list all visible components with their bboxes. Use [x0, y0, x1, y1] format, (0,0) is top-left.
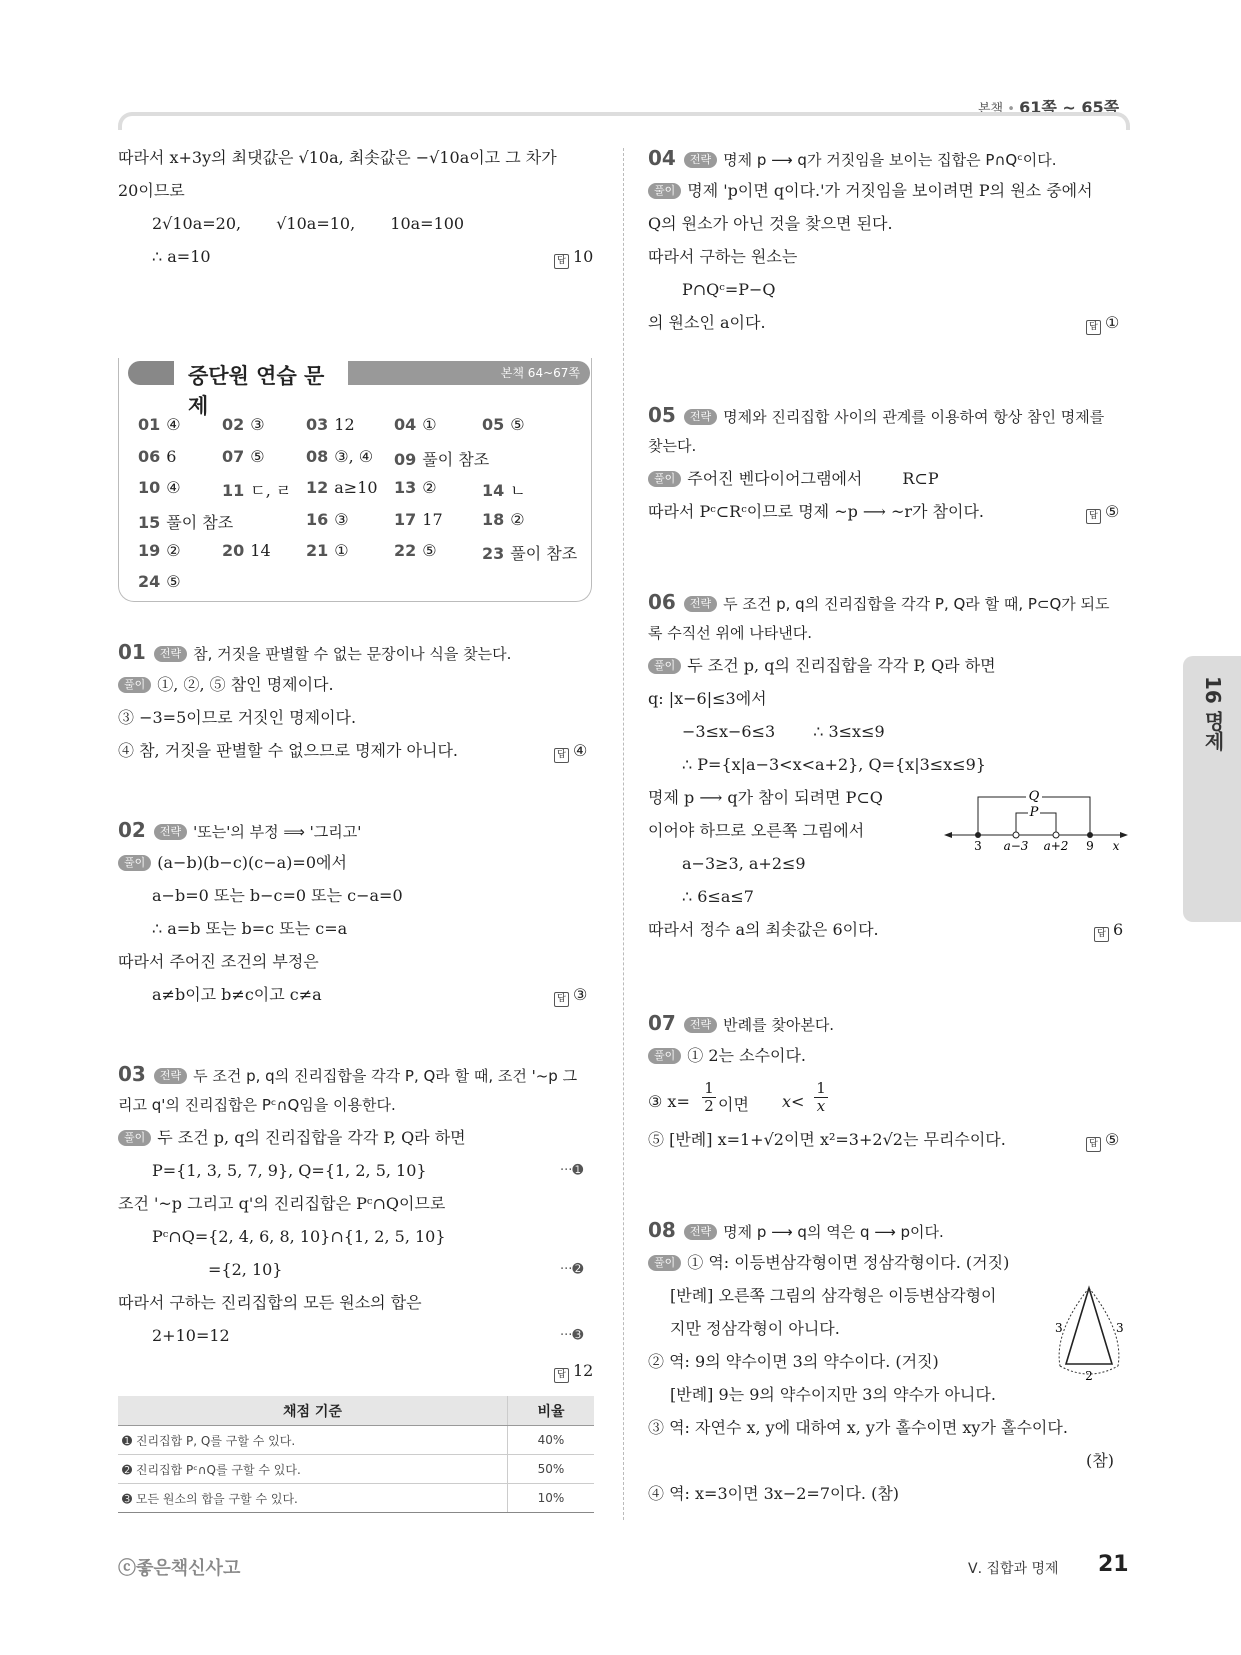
summary-answer-item	[306, 447, 373, 466]
tick-x: x	[1112, 839, 1120, 851]
point-3	[975, 832, 981, 838]
q08-number: 08	[648, 1218, 676, 1242]
summary-answer-value: ④	[166, 478, 181, 497]
summary-answer-item	[394, 447, 489, 470]
summary-answer-item	[394, 510, 443, 529]
q07-sol-1-text: ① 2는 소수이다.	[687, 1046, 806, 1065]
q02-header	[118, 820, 361, 842]
q04-answer	[1086, 313, 1119, 335]
table-row	[118, 1455, 594, 1484]
answer-mark-icon: 답	[1086, 320, 1101, 335]
q04-sol-1	[648, 181, 1093, 201]
fraction-denominator: 2	[704, 1097, 714, 1115]
q01-sol-3: ④ 참, 거짓을 판별할 수 없으므로 명제가 아니다.	[118, 741, 458, 760]
intro-eq-3: 10a=100	[390, 214, 465, 233]
strategy-tag: 전략	[154, 646, 187, 662]
q05-answer	[1086, 502, 1119, 524]
q03-sol-5: ={2, 10}	[208, 1260, 283, 1279]
column-divider	[623, 148, 624, 1520]
summary-answer-value: 17	[422, 510, 443, 529]
q08-sol-5: [반례] 9는 9의 약수이지만 3의 약수가 아니다.	[670, 1385, 996, 1404]
summary-answer-item	[306, 541, 349, 560]
summary-answer-item	[138, 541, 181, 560]
answer-mark-icon: 답	[554, 748, 569, 763]
summary-question-number: 24	[138, 572, 161, 591]
solution-tag: 풀이	[118, 1130, 151, 1146]
scoring-header-criteria: 채점 기준	[118, 1396, 508, 1426]
q05-header	[648, 405, 1104, 427]
isosceles-triangle-figure	[1052, 1282, 1126, 1386]
q06-sol-6: 이어야 하므로 오른쪽 그림에서	[648, 821, 865, 840]
q06-sol-4: ∴ P={x|a−3<x<a+2}, Q={x|3≤x≤9}	[682, 755, 986, 774]
solution-tag: 풀이	[648, 183, 681, 199]
arrow-right-icon	[1120, 832, 1128, 838]
summary-question-number: 13	[394, 478, 417, 497]
q04-sol-5: 의 원소인 a이다.	[648, 313, 766, 332]
summary-answer-value: ④	[166, 415, 181, 434]
header-page-range: 61쪽 ~ 65쪽	[1019, 98, 1120, 117]
q06-sol-5: 명제 p ⟶ q가 참이 되려면 P⊂Q	[648, 788, 883, 807]
q07-sol-2-b: 이면	[718, 1095, 749, 1114]
q06-sol-7: a−3≥3, a+2≤9	[682, 854, 806, 873]
q02-number: 02	[118, 818, 146, 842]
q02-sol-3: ∴ a=b 또는 b=c 또는 c=a	[152, 919, 348, 938]
q08-sol-8: ④ 역: x=3이면 3x−2=7이다. (참)	[648, 1484, 900, 1503]
summary-answer-item	[394, 478, 437, 497]
summary-answer-item	[222, 478, 291, 501]
intro-line-2: 20이므로	[118, 181, 185, 200]
summary-answer-value: ⑤	[250, 447, 265, 466]
summary-answer-item	[306, 415, 355, 434]
intro-line-4: ∴ a=10	[152, 247, 211, 266]
summary-answer-value: ③, ④	[334, 447, 374, 466]
q04-header	[648, 148, 1057, 170]
q08-header	[648, 1220, 944, 1242]
q06-sol-1	[648, 656, 996, 676]
solution-tag: 풀이	[648, 1048, 681, 1064]
q03-mark-1: ···➊	[560, 1163, 584, 1178]
chapter-side-tab-label: 16 명제	[1201, 676, 1225, 751]
strategy-tag: 전략	[154, 1068, 187, 1084]
summary-question-number: 18	[482, 510, 505, 529]
q04-answer-value: ①	[1105, 313, 1120, 332]
q07-number: 07	[648, 1011, 676, 1035]
point-a-minus-3	[1013, 832, 1019, 838]
q06-sol-3-b: ∴ 3≤x≤9	[813, 722, 885, 741]
summary-answer-item	[394, 541, 437, 560]
intro-answer-value: 10	[573, 247, 594, 266]
strategy-tag: 전략	[684, 409, 717, 425]
summary-question-number: 02	[222, 415, 245, 434]
q05-strategy-2: 찾는다.	[648, 437, 697, 455]
header-bar	[118, 112, 1130, 130]
summary-answer-item	[306, 478, 378, 497]
q05-strategy-1: 명제와 진리집합 사이의 관계를 이용하여 항상 참인 명제를	[723, 408, 1105, 426]
q06-sol-2: q: |x−6|≤3에서	[648, 689, 767, 708]
q03-strategy-2: 리고 q'의 진리집합은 Pᶜ∩Q임을 이용한다.	[118, 1096, 396, 1114]
q08-sol-7: (참)	[1086, 1451, 1114, 1470]
summary-answer-value: ②	[510, 510, 525, 529]
q01-sol-2: ③ −3=5이므로 거짓인 명제이다.	[118, 708, 357, 727]
q02-answer	[554, 985, 587, 1007]
q08-sol-3: 지만 정삼각형이 아니다.	[670, 1319, 840, 1338]
summary-question-number: 22	[394, 541, 417, 560]
summary-answer-item	[394, 415, 437, 434]
q03-sol-4: Pᶜ∩Q={2, 4, 6, 8, 10}∩{1, 2, 5, 10}	[152, 1227, 446, 1246]
point-a-plus-2	[1053, 832, 1059, 838]
fraction-1-x	[814, 1080, 828, 1115]
tick-9: 9	[1086, 839, 1094, 851]
summary-answer-value: 풀이 참조	[422, 450, 490, 469]
q03-answer-value: 12	[573, 1361, 594, 1380]
fraction-numerator: 1	[702, 1080, 716, 1098]
q07-sol-3: ⑤ [반례] x=1+√2이면 x²=3+2√2는 무리수이다.	[648, 1130, 1006, 1149]
summary-answer-value: a≥10	[334, 478, 378, 497]
solution-tag: 풀이	[648, 658, 681, 674]
summary-answer-value: ⑤	[510, 415, 525, 434]
q06-strategy-1: 두 조건 p, q의 진리집합을 각각 P, Q라 할 때, P⊂Q가 되도	[723, 595, 1110, 613]
solution-tag: 풀이	[118, 855, 151, 871]
summary-answer-item	[482, 541, 577, 564]
q01-number: 01	[118, 640, 146, 664]
q06-number: 06	[648, 590, 676, 614]
number-line-figure	[944, 785, 1128, 851]
q08-sol-1	[648, 1253, 1009, 1273]
q05-sol-2: 따라서 Pᶜ⊂Rᶜ이므로 명제 ~p ⟶ ~r가 참이다.	[648, 502, 985, 521]
q08-sol-1-text: ① 역: 이등변삼각형이면 정삼각형이다. (거짓)	[687, 1253, 1010, 1272]
summary-answer-value: ⑤	[166, 572, 181, 591]
q03-mark-2: ···➋	[560, 1262, 584, 1277]
q04-sol-2: Q의 원소가 아닌 것을 찾으면 된다.	[648, 214, 893, 233]
q08-sol-6: ③ 역: 자연수 x, y에 대하여 x, y가 홀수이면 xy가 홀수이다.	[648, 1418, 1068, 1437]
answer-mark-icon: 답	[1094, 927, 1109, 942]
chapter-side-tab	[1183, 656, 1241, 922]
q01-strategy: 참, 거짓을 판별할 수 없는 문장이나 식을 찾는다.	[193, 645, 512, 663]
summary-question-number: 04	[394, 415, 417, 434]
q08-strategy: 명제 p ⟶ q의 역은 q ⟶ p이다.	[723, 1223, 944, 1241]
summary-question-number: 19	[138, 541, 161, 560]
q03-number: 03	[118, 1062, 146, 1086]
side-label-left: 3	[1055, 1321, 1063, 1335]
summary-pill	[128, 361, 174, 385]
q05-sol-1-text: 주어진 벤다이어그램에서	[687, 469, 863, 488]
summary-answer-item	[222, 447, 265, 466]
table-row	[118, 1426, 594, 1455]
q02-answer-value: ③	[573, 985, 588, 1004]
q05-sol-1	[648, 469, 939, 489]
dashed-arc-right	[1089, 1288, 1119, 1366]
q04-sol-4: P∩Qᶜ=P−Q	[682, 280, 776, 299]
summary-header	[118, 358, 592, 418]
q05-number: 05	[648, 403, 676, 427]
fraction-1-2	[702, 1080, 716, 1115]
summary-question-number: 20	[222, 541, 245, 560]
scoring-header-row	[118, 1396, 594, 1426]
q03-sol-2: P={1, 3, 5, 7, 9}, Q={1, 2, 5, 10}	[152, 1161, 427, 1180]
q01-sol-1	[118, 675, 334, 695]
scoring-criteria: ➌ 모든 원소의 합을 구할 수 있다.	[118, 1484, 508, 1513]
summary-answer-item	[138, 478, 181, 497]
q06-header	[648, 592, 1110, 614]
q04-number: 04	[648, 146, 676, 170]
summary-question-number: 11	[222, 481, 245, 500]
answer-mark-icon: 답	[1086, 509, 1101, 524]
summary-answer-item	[138, 510, 233, 533]
scoring-ratio: 10%	[508, 1484, 595, 1513]
summary-answer-item	[222, 541, 271, 560]
q01-answer	[554, 741, 587, 763]
dashed-arc-left	[1059, 1288, 1089, 1366]
scoring-criteria: ➋ 진리집합 Pᶜ∩Q를 구할 수 있다.	[118, 1455, 508, 1484]
q03-sol-3: 조건 '~p 그리고 q'의 진리집합은 Pᶜ∩Q이므로	[118, 1194, 446, 1213]
q03-header	[118, 1064, 577, 1086]
answer-mark-icon: 답	[554, 1368, 569, 1383]
q06-strategy-2: 록 수직선 위에 나타낸다.	[648, 624, 812, 642]
publisher-logo: ⓒ좋은책신사고	[118, 1558, 241, 1579]
answer-mark-icon: 답	[554, 992, 569, 1007]
q07-sol-1	[648, 1046, 806, 1066]
summary-title-text: 중단원 연습 문제	[188, 364, 325, 418]
side-label-right: 3	[1116, 1321, 1124, 1335]
q07-sol-2-c: x<	[782, 1092, 805, 1111]
fraction-numerator: 1	[814, 1080, 828, 1098]
q06-sol-8: ∴ 6≤a≤7	[682, 887, 754, 906]
summary-answer-value: ①	[422, 415, 437, 434]
q03-sol-1	[118, 1128, 466, 1148]
q07-strategy: 반례를 찾아본다.	[723, 1016, 835, 1034]
side-label-bottom: 2	[1085, 1369, 1093, 1383]
fraction-denominator: x	[816, 1097, 826, 1115]
summary-question-number: 08	[306, 447, 329, 466]
q07-sol-2-a: ③ x=	[648, 1092, 690, 1111]
q06-sol-9: 따라서 정수 a의 최솟값은 6이다.	[648, 920, 879, 939]
solution-tag: 풀이	[648, 471, 681, 487]
summary-answer-value: 풀이 참조	[166, 513, 234, 532]
q02-sol-4: 따라서 주어진 조건의 부정은	[118, 952, 319, 971]
summary-answer-value: ⑤	[422, 541, 437, 560]
summary-ref: 본책 64~67쪽	[348, 361, 590, 385]
q02-sol-1-text: (a−b)(b−c)(c−a)=0에서	[157, 853, 347, 872]
summary-question-number: 15	[138, 513, 161, 532]
scoring-header-ratio: 비율	[508, 1396, 595, 1426]
summary-answer-value: 14	[250, 541, 271, 560]
q01-sol-1-text: ①, ②, ⑤ 참인 명제이다.	[157, 675, 334, 694]
summary-answer-value: ②	[422, 478, 437, 497]
q08-sol-2: [반례] 오른쪽 그림의 삼각형은 이등변삼각형이	[670, 1286, 997, 1305]
q02-sol-5: a≠b이고 b≠c이고 c≠a	[152, 985, 322, 1004]
q03-mark-3: ···➌	[560, 1328, 584, 1343]
q04-sol-1-text: 명제 'p이면 q이다.'가 거짓임을 보이려면 P의 원소 중에서	[687, 181, 1093, 200]
tick-a-plus-2: a+2	[1043, 839, 1069, 851]
scoring-table	[118, 1396, 594, 1513]
strategy-tag: 전략	[684, 1224, 717, 1240]
summary-answer-item	[482, 415, 525, 434]
summary-answer-value: ㄴ	[510, 481, 526, 500]
summary-answer-item	[222, 415, 265, 434]
scoring-ratio: 40%	[508, 1426, 595, 1455]
intro-answer	[554, 247, 593, 269]
header-book: 본책	[978, 102, 1004, 117]
summary-answer-value: 풀이 참조	[510, 544, 578, 563]
label-P: P	[1029, 805, 1039, 820]
summary-answer-value: ③	[334, 510, 349, 529]
summary-title	[128, 358, 340, 418]
header-pages: 본책 • 61쪽 ~ 65쪽	[978, 98, 1120, 117]
q07-answer	[1086, 1130, 1119, 1152]
q03-sol-7: 2+10=12	[152, 1326, 230, 1345]
summary-answer-item	[138, 572, 181, 591]
page-number: 21	[1098, 1552, 1129, 1577]
arrow-left-icon	[944, 832, 952, 838]
q06-sol-3-a: −3≤x−6≤3	[682, 722, 776, 741]
point-9	[1087, 832, 1093, 838]
summary-answer-item	[138, 447, 176, 466]
triangle-shape	[1066, 1288, 1112, 1364]
summary-answer-item	[482, 478, 526, 501]
answer-mark-icon: 답	[1086, 1137, 1101, 1152]
intro-line-1: 따라서 x+3y의 최댓값은 √10a, 최솟값은 −√10a이고 그 차가	[118, 148, 557, 167]
summary-question-number: 06	[138, 447, 161, 466]
q02-sol-2: a−b=0 또는 b−c=0 또는 c−a=0	[152, 886, 403, 905]
scoring-criteria: ➊ 진리집합 P, Q를 구할 수 있다.	[118, 1426, 508, 1455]
summary-answer-value: ②	[166, 541, 181, 560]
summary-question-number: 12	[306, 478, 329, 497]
q01-header	[118, 642, 511, 664]
summary-question-number: 17	[394, 510, 417, 529]
q06-answer-value: 6	[1113, 920, 1124, 939]
q01-answer-value: ④	[573, 741, 588, 760]
summary-answer-value: ③	[250, 415, 265, 434]
summary-answer-item	[306, 510, 349, 529]
strategy-tag: 전략	[684, 152, 717, 168]
summary-question-number: 23	[482, 544, 505, 563]
q02-strategy: '또는'의 부정 ⟹ '그리고'	[193, 823, 362, 841]
label-Q: Q	[1028, 789, 1040, 804]
summary-question-number: 03	[306, 415, 329, 434]
summary-question-number: 09	[394, 450, 417, 469]
q03-sol-1-text: 두 조건 p, q의 진리집합을 각각 P, Q라 하면	[157, 1128, 466, 1147]
intro-eq-1: 2√10a=20,	[152, 214, 242, 233]
strategy-tag: 전략	[684, 596, 717, 612]
summary-answer-value: 12	[334, 415, 355, 434]
summary-question-number: 14	[482, 481, 505, 500]
summary-question-number: 01	[138, 415, 161, 434]
solution-tag: 풀이	[648, 1255, 681, 1271]
summary-question-number: 16	[306, 510, 329, 529]
q03-sol-6: 따라서 구하는 진리집합의 모든 원소의 합은	[118, 1293, 422, 1312]
q04-strategy: 명제 p ⟶ q가 거짓임을 보이는 집합은 P∩Qᶜ이다.	[723, 151, 1057, 169]
answer-mark-icon: 답	[554, 254, 569, 269]
q06-sol-1-text: 두 조건 p, q의 진리집합을 각각 P, Q라 하면	[687, 656, 996, 675]
summary-answer-value: 6	[166, 447, 177, 466]
q03-answer	[554, 1361, 593, 1383]
table-row	[118, 1484, 594, 1513]
summary-question-number: 05	[482, 415, 505, 434]
footer-chapter: Ⅴ. 집합과 명제	[968, 1561, 1059, 1577]
intro-eq-2: √10a=10,	[276, 214, 356, 233]
summary-answer-item	[138, 415, 181, 434]
q05-answer-value: ⑤	[1105, 502, 1120, 521]
strategy-tag: 전략	[684, 1017, 717, 1033]
q08-sol-4: ② 역: 9의 약수이면 3의 약수이다. (거짓)	[648, 1352, 939, 1371]
summary-answer-value: ㄷ, ㄹ	[250, 481, 292, 500]
strategy-tag: 전략	[154, 824, 187, 840]
tick-3: 3	[974, 839, 982, 851]
q07-answer-value: ⑤	[1105, 1130, 1120, 1149]
summary-question-number: 21	[306, 541, 329, 560]
q07-header	[648, 1013, 834, 1035]
q03-strategy-1: 두 조건 p, q의 진리집합을 각각 P, Q라 할 때, 조건 '~p 그	[193, 1067, 578, 1085]
q05-sol-1-math: R⊂P	[902, 469, 939, 488]
q06-sol-3	[682, 722, 885, 742]
q06-answer	[1094, 920, 1123, 942]
intro-line-3	[152, 214, 464, 234]
q02-sol-1	[118, 853, 347, 873]
summary-question-number: 07	[222, 447, 245, 466]
summary-answer-value: ①	[334, 541, 349, 560]
q04-sol-3: 따라서 구하는 원소는	[648, 247, 798, 266]
scoring-ratio: 50%	[508, 1455, 595, 1484]
solution-tag: 풀이	[118, 677, 151, 693]
summary-question-number: 10	[138, 478, 161, 497]
summary-answer-item	[482, 510, 525, 529]
tick-a-minus-3: a−3	[1003, 839, 1029, 851]
